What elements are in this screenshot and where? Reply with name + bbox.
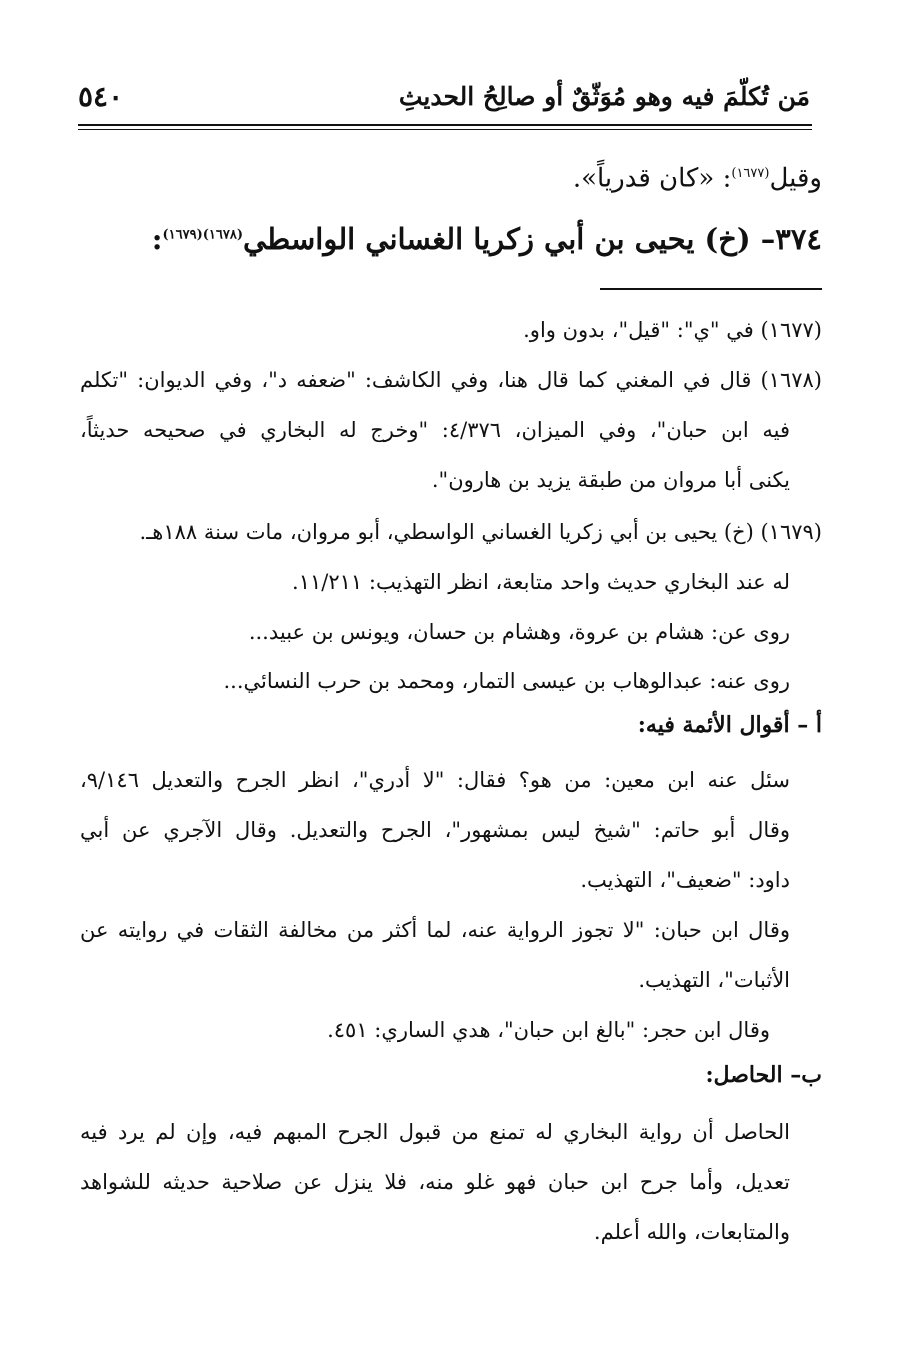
header-rule bbox=[78, 124, 812, 126]
footnote-rule bbox=[600, 288, 822, 290]
section-a-line-2: وقال أبو حاتم: "شيخ ليس بمشهور"، الجرح والتعديل. وقال الآجري عن أبي bbox=[80, 818, 790, 842]
section-a-line-5: الأثبات"، التهذيب. bbox=[638, 968, 790, 992]
footnote-1678-line-3: يكنى أبا مروان من طبقة يزيد بن هارون". bbox=[431, 468, 790, 492]
entry-colon: : bbox=[151, 222, 163, 256]
running-title: مَن تُكلّمَ فيه وهو مُوَثّقٌ أو صالِحُ الحديثِ bbox=[398, 82, 810, 111]
section-b-line-1: الحاصل أن رواية البخاري له تمنع من قبول الجرح المبهم فيه، وإن لم يرد فيه bbox=[80, 1120, 790, 1144]
footnote-1679-line-2: له عند البخاري حديث واحد متابعة، انظر التهذيب: ١١/٢١١. bbox=[292, 570, 790, 594]
section-a-line-3: داود: "ضعيف"، التهذيب. bbox=[580, 868, 790, 892]
top-line-quote: : «كان قدرياً». bbox=[572, 163, 732, 194]
footnote-1679-line-4: روى عنه: عبدالوهاب بن عيسى التمار، ومحمد بن حرب النسائي... bbox=[223, 669, 790, 693]
section-a-line-4: وقال ابن حبان: "لا تجوز الرواية عنه، لما أكثر من مخالفة الثقات في روايته عن bbox=[80, 918, 790, 942]
footnote-refs-1678-1679: (١٦٧٨)(١٦٧٩) bbox=[162, 227, 244, 243]
entry-title: ٣٧٤– (خ) يحيى بن أبي زكريا الغساني الواسطي bbox=[243, 222, 822, 256]
section-b-line-2: تعديل، وأما جرح ابن حبان فهو غلو منه، فلا ينزل عن صلاحية حديثه للشواهد bbox=[80, 1170, 790, 1194]
footnote-1678-line-1: (١٦٧٨) قال في المغني كما قال هنا، وفي الكاشف: "ضعفه د"، وفي الديوان: "تكلم bbox=[80, 368, 822, 392]
top-line-text: وقيل bbox=[769, 163, 822, 194]
section-a-line-6: وقال ابن حجر: "بالغ ابن حبان"، هدي الساري: ٤٥١. bbox=[327, 1018, 770, 1042]
section-a-line-1: سئل عنه ابن معين: من هو؟ فقال: "لا أدري"، انظر الجرح والتعديل ٩/١٤٦، bbox=[80, 768, 790, 792]
header-rule-thin bbox=[78, 129, 812, 130]
footnote-1679-line-1: (١٦٧٩) (خ) يحيى بن أبي زكريا الغساني الواسطي، أبو مروان، مات سنة ١٨٨هـ. bbox=[139, 520, 822, 544]
top-line bbox=[80, 150, 822, 203]
page-header bbox=[78, 80, 810, 122]
footnote-1678-line-2: فيه ابن حبان"، وفي الميزان، ٤/٣٧٦: "وخرج له البخاري في صحيحه حديثاً، bbox=[80, 418, 790, 442]
section-heading-b: ب– الحاصل: bbox=[705, 1062, 822, 1088]
page-number: ٥٤٠ bbox=[78, 80, 124, 113]
footnote-1677: (١٦٧٧) في "ي": "قيل"، بدون واو. bbox=[523, 318, 822, 342]
entry-heading bbox=[80, 222, 822, 256]
section-b-line-3: والمتابعات، والله أعلم. bbox=[593, 1220, 790, 1244]
section-heading-a: أ – أقوال الأئمة فيه: bbox=[637, 712, 822, 738]
footnote-ref-1677: (١٦٧٧) bbox=[731, 166, 770, 181]
footnote-1679-line-3: روى عن: هشام بن عروة، وهشام بن حسان، ويونس بن عبيد... bbox=[248, 620, 790, 644]
